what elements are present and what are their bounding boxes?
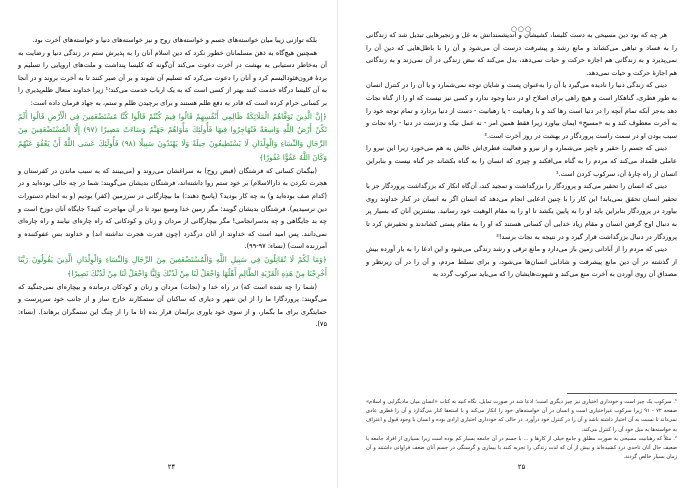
section-ornament: ○○○ — [510, 25, 533, 33]
page-number: ۲۵ — [517, 463, 526, 472]
verse-reference: (نساء: ۹۷-۹۹). — [244, 242, 286, 251]
footnote: ¹. سرکوب یک چیز است و خودداری اختیاری نیز چیز دیگری است؛ ادعا شد در صورت تمایل، نگاه کنید به کتاب «انسان میان مادیگرایی و اسلام» صفحه ۷۲ - ۹۱ زیرا سرکوب غیراختیاری است و انسان در آن خواسته‌های خود را انکار می‌کند و با استعفا کنار می‌گذارد و آن را فطری عادی نمی‌داند تا نسبت به آن اختیار داشته باشد و آن را در کنترل خود درآورد. در حالی که خودداری اختیاری ارادی بوده و انسان با وجود قبول و اعتراف به خواسته‌ها به میل خود آن را کنترل می‌کند. — [366, 399, 678, 433]
paragraph: همچنین هیچ‌گاه به ذهن مسلمانان خطور نکرد که دین اسلام آنان را به پذیرش ستم در زندگی دنیا و رضایت به آن به‌خاطر دستیابی به بهشت در آخرت دعوت می‌کند آن‌گونه که کلیسا پنداشت و ملت‌های اروپایی را تسلیم و بردهٔ قرون‌فئودالیسم کرد و آنان را دعوت می‌کرد که تسلیم آن شوند و بر آن صبر کنند تا به آخرت بروند و در آنجا به آن کلیسا درگاه خدمت کنند بهتر از کسی است که به یک ارباب خدمت می‌کند؛¹ زیرا خداوند متعال ظلم‌پذیری را بر کسانی حرام کرده است که قادر به دفع ظلم هستند و برای برچیدن ظلم و ستم، به جهاد فرمان داده است: — [18, 48, 327, 107]
footnotes — [366, 393, 677, 462]
verse-reference: (نساء: ۷۵). — [18, 307, 327, 329]
footnote-divider — [567, 393, 677, 394]
left-page — [6, 0, 338, 488]
paragraph: بلکه توازنی زیبا میان خواسته‌های جسم و خواسته‌های روح و نیز خواسته‌های دنیا و خواسته‌های آخرت بود. — [32, 36, 317, 44]
verse-translation — [18, 281, 327, 331]
right-page-body — [366, 29, 677, 281]
verse-translation — [18, 165, 327, 253]
paragraph: هر چه که بود دین مسیحی به دست کلیسا، کشیشان و اندیشمندانش به غل و زنجیرهایی تبدیل شد که زندگانی را به فساد و تباهی می‌کشاند و مانع رشد و پیشرفت درست آن می‌شود و آن را با باطل‌هایی که دین آن را نمی‌پذیرد و به زندگانی هم اجازه حرکت و حیات نمی‌دهد، بدل می‌کند که نبض زندگی در آن نمی‌زند و به زندگانی هم اجازهٔ حرکت و حیات نمی‌دهد. — [366, 31, 677, 77]
paragraph: دینی که انسان را تحقیر می‌کند و پروردگار را بزرگداشت و تمجید کند، آن‌گاه انکار که بزرگداشت پروردگار جز با تحقیر انسان تحقق نمی‌یابد! این کار را با چنین ادعایی انجام می‌دهد که انسان اگر به انسان در کنار خداوند روی بیاورد در پروردگار بنابراین باید او را به پایین بکشد تا او را به مقام الوهیت خود رسانید. بیشترین آنان که بسیار پر به دنبال اوج گرفتن انسان و مقام زیاد خدایی آن کسانی هستند که او را به مقام پستی کشاندند و تحقیرش کرد تا پروردگار در دنبال بزرگداشت قرار گیرد و در نتیجه به نجات برسد!² — [366, 182, 677, 241]
translation-text: (بیگمان کسانی که فرشتگان (قبض روح) به سراغشان می‌روند و (می‌بینند که به سبب ماندن در کفرستان و هجرت نکردن به دارالاسلام) بر خود ستم روا داشته‌اند، فرشتگان بدیشان می‌گویند: شما در چه حالی بوده‌اید و در (کدام صف بوده‌اید و) به چه کار بودید؟ (پاسخ دهند:) ما بیچارگانی در سرزمین (کفر) بودیم (و به انجام دستورات دین نرسیدیم). فرشتگان بدیشان گویند: مگر زمین خدا وسیع نبود تا در آن مهاجرت کنید؟ جایگاه آنان دوزخ است و چه بد جایگاهی و چه بدسرانجامی! مگر بیچارگانی از مردان و زنان و کودکانی که راه چاره‌ای نیابند و راه چاره‌ای نمی‌دانند. پس امید است که خداوند از آنان درگذرد (چون قدرت هجرت نداشته اند) و خداوند بس عفوکننده و آمرزنده است) — [18, 166, 327, 251]
page-number: ۲۴ — [167, 463, 176, 472]
paragraph: دینی که مردم را از آبادانی زمین باز می‌دارد و مانع ترقی و رشد زندگی می‌شود و این ادعا را به بار آورده بیش از گذشته در آن دین مانع پیشرفت و شادابی انسان‌ها می‌شود، و برای تسلط مردم، و آن را در آن زیرنظر و مصداق آن روی آوردن به آخرت منع می‌کند و شهوت‌هایشان را که می‌باید سرکوب گردد به — [366, 245, 677, 279]
footnote: ². مثلاً که رهبانیت مسیحی به صورت مطلق و جامع خیلی از کارها و ... با جسم در آن جامعه بسیار کم بوده است زیرا بسیاری از افراد جامعه با ضعیف حال آنان تاحدی درد کشیده‌اند و بیش از آن که لذت زندگی را تجربه کنند با بیماری و گرسنگی در جسم آنان ضعف فراوانی داشتند و آن زمان بسیار خالص گردند. — [366, 435, 677, 461]
quran-verse: ﴿وَمَا لَكُمْ لَا تُقَاتِلُونَ فِي سَبِيلِ اللَّهِ وَالْمُسْتَضْعَفِينَ مِنَ الرِّجَالِ وَالنِّسَاءِ وَالْوِلْدَانِ الَّذِينَ يَقُولُونَ رَبَّنَا أَخْرِجْنَا مِنْ هَذِهِ الْقَرْيَةِ الظَّالِمِ أَهْلُهَا وَاجْعَلْ لَنَا مِنْ لَدُنْكَ وَلِيًّا وَاجْعَلْ لَنَا مِنْ لَدُنْكَ نَصِيرًا﴾ — [18, 254, 327, 278]
right-page — [354, 0, 689, 488]
paragraph: دینی که زندگی دنیا را نادیده می‌گیرد یا آن را به‌عنوان پست و شایان توجه نمی‌شمارد و یا آن را در کنترل انسان به طور فطری، گناهکار است و هیچ راهی برای اصلاح او در دنیا وجود ندارد و کسی نیز نیست که او را از گناه نجات دهد به‌جز آنکه تمام آنچه را در دنیا است رها کند و با رهبانیت - یا رهبانیت - دست از دنیا بردارد و تمام توجه خود را به آخرت معطوف کند و به «مسیحِ» ایمان بیاورد زیرا فقط همین امر - نه عمل نیک و درست در دنیا - راه نجات و سبب بودن او در سمت راست پروردگار در بهشت در روز آخرت است.² — [366, 81, 677, 140]
paragraph: دینی که جسم را حقیر و ناچیز می‌شمارد و از نیرو و فعالیت فطری‌اش خالش به هم می‌خورد زیرا این نیرو را عاملی قلمداد می‌کند که مردم را به گناه می‌افکند و چیزی که انسان را به گناه بکشاند جز گناه نیست و بنابراین انسان از راه چارهٔ آن، سرکوب کردن است.¹ — [366, 144, 677, 178]
quran-verse: ﴿إِنَّ الَّذِينَ تَوَفَّاهُمُ الْمَلَائِكَةُ ظَالِمِي أَنْفُسِهِمْ قَالُوا فِيمَ كُنْتُمْ قَالُوا كُنَّا مُسْتَضْعَفِينَ فِي الْأَرْضِ قَالُوا أَلَمْ تَكُنْ أَرْضُ اللَّهِ وَاسِعَةً فَتُهَاجِرُوا فِيهَا فَأُولَئِكَ مَأْوَاهُمْ جَهَنَّمُ وَسَاءَتْ مَصِيرًا (۹۷) إِلَّا الْمُسْتَضْعَفِينَ مِنَ الرِّجَالِ وَالنِّسَاءِ وَالْوِلْدَانِ لَا يَسْتَطِيعُونَ حِيلَةً وَلَا يَهْتَدُونَ سَبِيلًا (۹۸) فَأُولَئِكَ عَسَى اللَّهُ أَنْ يَعْفُوَ عَنْهُمْ وَكَانَ اللَّهُ عَفُوًّا غَفُورًا﴾ — [18, 111, 327, 162]
translation-text: (شما را چه شده است که) در راه خدا و (نجات) مردان و زنان و کودکان درمانده و بیچاره‌ای نمی‌جنگید که می‌گویند: پروردگارا ما را از این شهر و دیاری که ساکنان آن ستمکارند خارج ساز و از جانب خود سرپرست و حمایتگری برای ما بگمار، و از سوی خود یاوری برایمان قرار بده (تا ما را از چنگ این ستمگران برهاند). — [18, 282, 327, 316]
left-page-body — [18, 34, 327, 331]
